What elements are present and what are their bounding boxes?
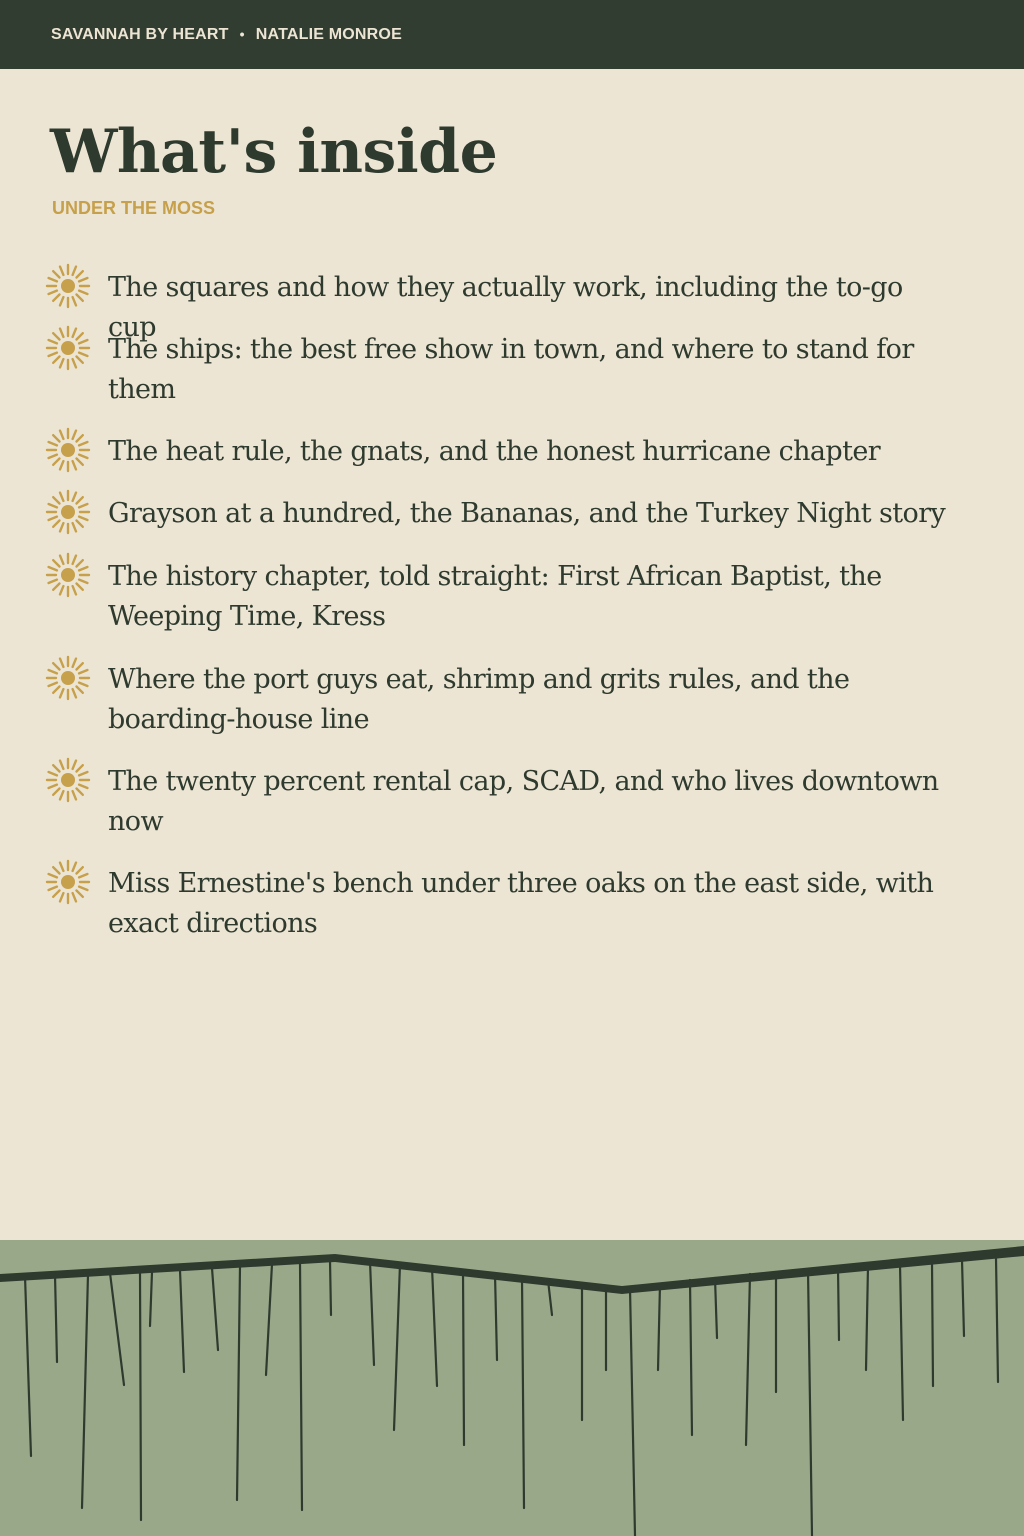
sun-icon — [44, 488, 92, 536]
sun-icon — [44, 551, 92, 599]
sun-icon — [44, 262, 92, 310]
list-item-text: The ships: the best free show in town, and where to stand for them — [108, 334, 914, 405]
page-subtitle: UNDER THE MOSS — [52, 198, 216, 218]
list-item-text: The twenty percent rental cap, SCAD, and who lives downtown now — [108, 766, 939, 837]
oak-branch-moss-illustration — [0, 1240, 1024, 1536]
sun-icon — [44, 654, 92, 702]
page-title: What's inside — [50, 117, 498, 187]
list-item-text: The squares and how they actually work, including the to-go cup — [108, 272, 903, 343]
list-item-text: The history chapter, told straight: First African Baptist, the Weeping Time, Kress — [108, 561, 882, 632]
list-item-text: The heat rule, the gnats, and the honest hurricane chapter — [108, 436, 881, 467]
sun-icon — [44, 324, 92, 372]
header-separator: • — [239, 25, 245, 42]
sun-icon — [44, 426, 92, 474]
list-item-text: Where the port guys eat, shrimp and grits rules, and the boarding-house line — [108, 664, 850, 735]
book-title: SAVANNAH BY HEART — [51, 25, 229, 43]
list-item-text: Grayson at a hundred, the Bananas, and the Turkey Night story — [108, 498, 946, 529]
sun-icon — [44, 858, 92, 906]
author-name: NATALIE MONROE — [255, 25, 402, 43]
sun-icon — [44, 756, 92, 804]
list-item-text: Miss Ernestine's bench under three oaks on the east side, with exact directions — [108, 868, 934, 939]
moss-footer-illustration — [0, 1240, 1024, 1536]
header-bar — [0, 0, 1024, 69]
